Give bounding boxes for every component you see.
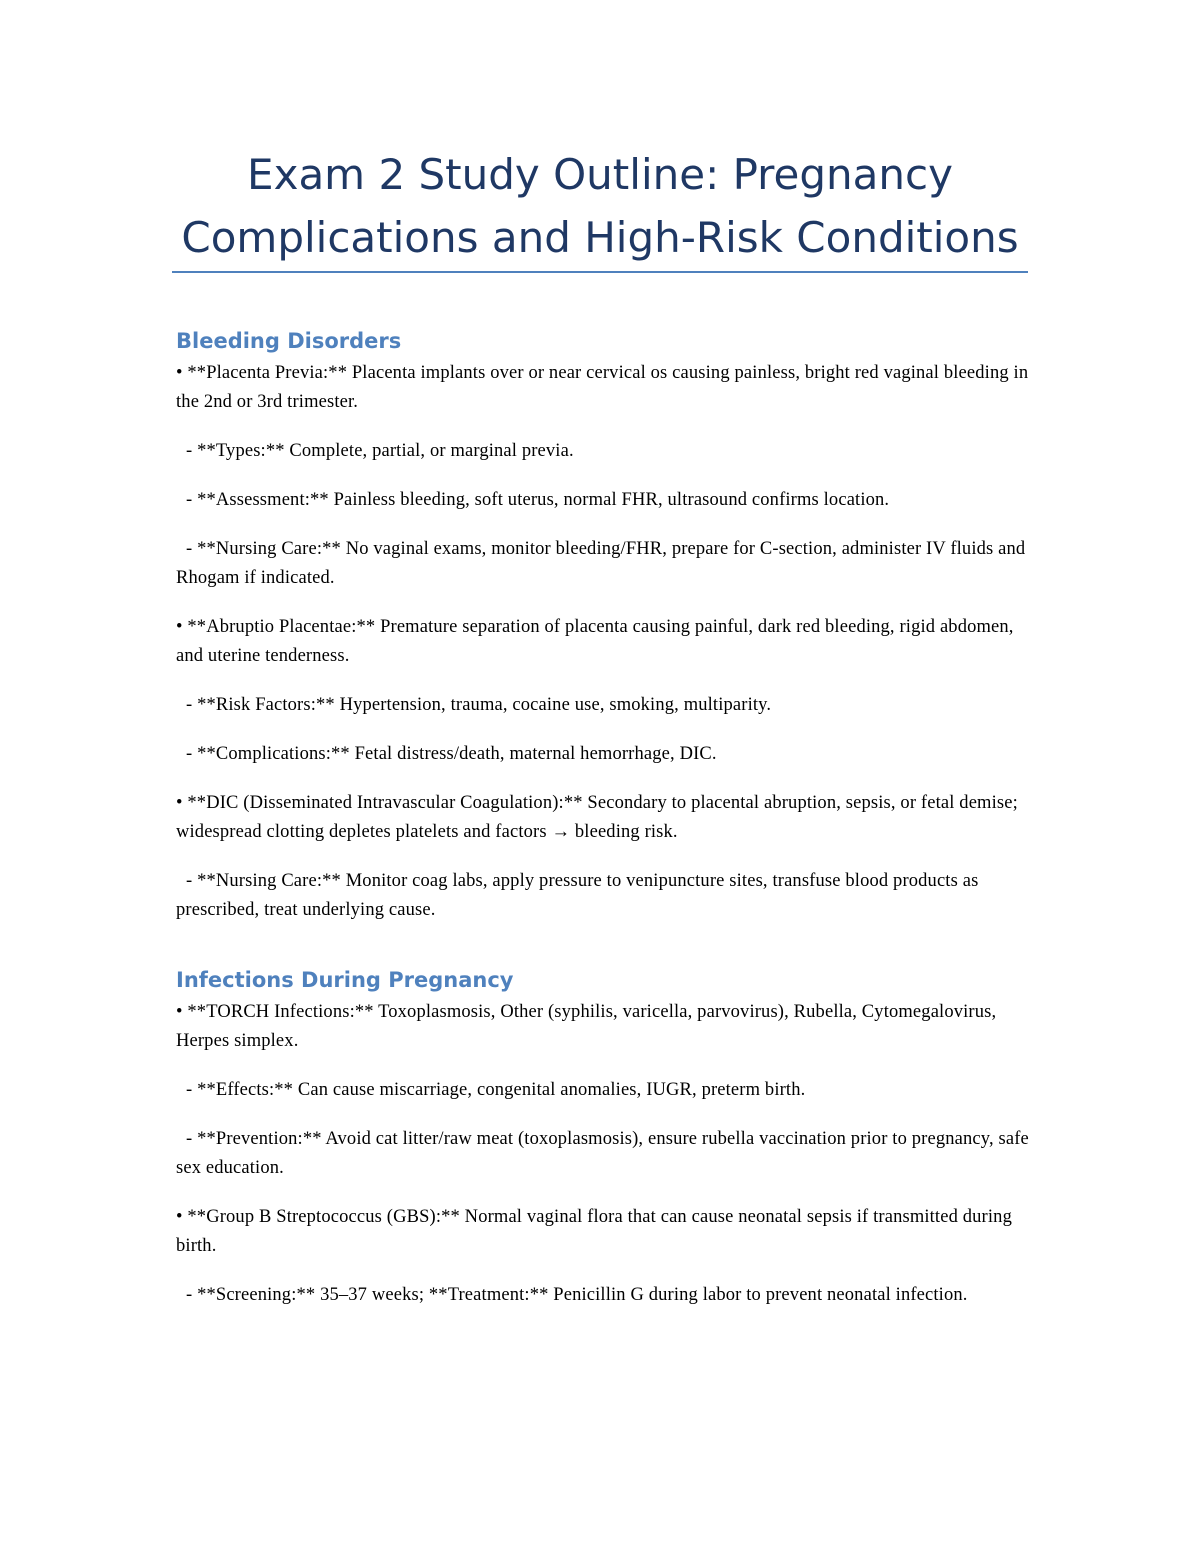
sub-item-effects: - **Effects:** Can cause miscarriage, congenital anomalies, IUGR, preterm birth. [186, 1080, 806, 1100]
document-title [172, 143, 1028, 269]
title-underline [172, 271, 1028, 273]
sub-item-risk-factors: - **Risk Factors:** Hypertension, trauma, cocaine use, smoking, multiparity. [186, 695, 772, 715]
sub-item-assessment: - **Assessment:** Painless bleeding, soft uterus, normal FHR, ultrasound confirms location. [186, 490, 890, 510]
title-line-1: Exam 2 Study Outline: Pregnancy [247, 150, 953, 199]
title-line-2: Complications and High-Risk Conditions [181, 213, 1019, 262]
bullet-group-b-strep: • **Group B Streptococcus (GBS):** Normal vaginal flora that can cause neonatal sepsis if transmitted during birth. [176, 1207, 1012, 1256]
section-infections-during-pregnancy [176, 965, 1036, 1310]
document-body [176, 326, 1036, 1310]
bullet-torch-infections: • **TORCH Infections:** Toxoplasmosis, Other (syphilis, varicella, parvovirus), Rubella, Cytomegalovirus, Herpes simplex. [176, 1002, 997, 1051]
section-bleeding-disorders [176, 326, 1036, 925]
bullet-dic: • **DIC (Disseminated Intravascular Coagulation):** Secondary to placental abruption, sepsis, or fetal demise; widespread clotting depletes platelets and factors → bleeding risk. [176, 793, 1018, 842]
sub-item-screening: - **Screening:** 35–37 weeks; **Treatment:** Penicillin G during labor to prevent neonatal infection. [186, 1285, 968, 1305]
sub-item-dic-nursing-care: - **Nursing Care:** Monitor coag labs, apply pressure to venipuncture sites, transfuse blood products as prescribed, treat underlying cause. [176, 871, 979, 920]
bullet-placenta-previa: • **Placenta Previa:** Placenta implants over or near cervical os causing painless, bright red vaginal bleeding in the 2nd or 3rd trimester. [176, 363, 1029, 412]
bullet-abruptio-placentae: • **Abruptio Placentae:** Premature separation of placenta causing painful, dark red bleeding, rigid abdomen, and uterine tenderness. [176, 617, 1014, 666]
sub-item-prevention: - **Prevention:** Avoid cat litter/raw meat (toxoplasmosis), ensure rubella vaccination prior to pregnancy, safe sex education. [176, 1129, 1029, 1178]
sub-item-nursing-care: - **Nursing Care:** No vaginal exams, monitor bleeding/FHR, prepare for C-section, administer IV fluids and Rhogam if indicated. [176, 539, 1026, 588]
sub-item-complications: - **Complications:** Fetal distress/death, maternal hemorrhage, DIC. [186, 744, 717, 764]
section-heading: Infections During Pregnancy [176, 968, 514, 992]
sub-item-types: - **Types:** Complete, partial, or marginal previa. [186, 441, 574, 461]
section-heading: Bleeding Disorders [176, 329, 402, 353]
